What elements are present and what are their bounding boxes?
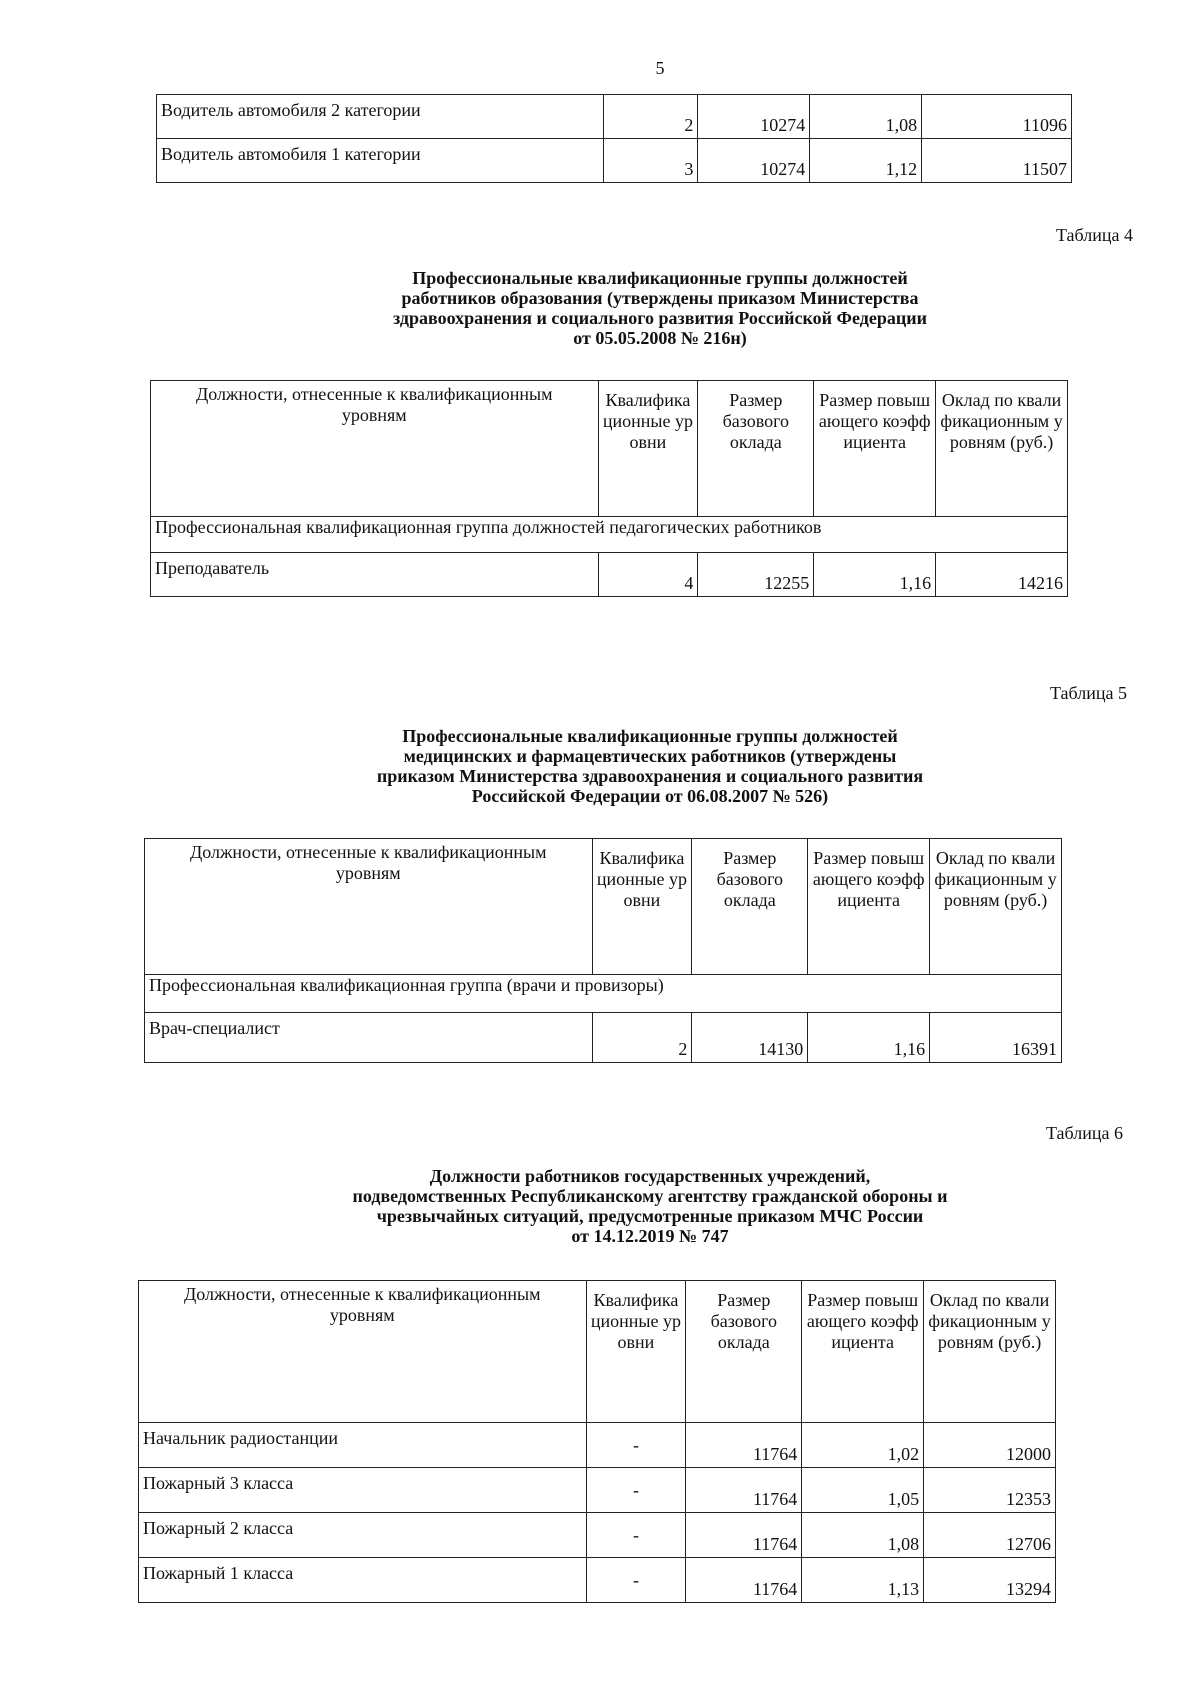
title-line: Российской Федерации от 06.08.2007 № 526) [471,786,829,806]
position-cell: Начальник радиостанции [139,1423,587,1468]
title-line: медицинских и фармацевтических работников (утверждены [403,746,897,766]
position-cell: Врач-специалист [145,1013,593,1063]
base-cell: 11764 [686,1423,802,1468]
title-line: здравоохранения и социального развития Российской Федерации [393,308,927,328]
coef-cell: 1,16 [808,1013,930,1063]
table-row [139,1558,1056,1603]
level-cell: - [586,1558,686,1603]
table6-title [280,1166,1020,1246]
level-cell: 2 [592,1013,692,1063]
title-line: Профессиональные квалификационные группы должностей [412,268,908,288]
base-cell: 10274 [698,139,810,183]
level-cell: 2 [604,95,698,139]
table5-title [290,726,1010,806]
table5-label: Таблица 5 [1050,683,1127,703]
group-row [145,975,1062,1013]
coef-cell: 1,08 [802,1513,924,1558]
table4-title [300,268,1020,348]
salary-cell: 14216 [936,553,1068,597]
salary-cell: 11507 [922,139,1072,183]
coef-cell: 1,05 [802,1468,924,1513]
group-cell: Профессиональная квалификационная группа должностей педагогических работников [151,517,1068,553]
position-cell: Преподаватель [151,553,599,597]
group-cell: Профессиональная квалификационная группа (врачи и провизоры) [145,975,1062,1013]
title-line: приказом Министерства здравоохранения и социального развития [376,766,924,786]
salary-cell: 13294 [924,1558,1056,1603]
header-position: Должности, отнесенные к квалификационным уровням [139,1281,587,1423]
header-base: Размер базового оклада [692,839,808,975]
continued-table [156,94,1072,183]
base-cell: 11764 [686,1468,802,1513]
title-line: от 05.05.2008 № 216н) [573,328,747,348]
header-row [151,381,1068,517]
position-cell: Водитель автомобиля 2 категории [157,95,604,139]
table6-label: Таблица 6 [1046,1123,1123,1143]
coef-cell: 1,16 [814,553,936,597]
base-cell: 11764 [686,1558,802,1603]
title-line: Должности работников государственных учреждений, [429,1166,871,1186]
salary-cell: 12353 [924,1468,1056,1513]
header-position: Должности, отнесенные к квалификационным уровням [145,839,593,975]
header-salary: Оклад по квалификационным уровням (руб.) [936,381,1068,517]
title-line: от 14.12.2019 № 747 [571,1226,729,1246]
coef-cell: 1,02 [802,1423,924,1468]
position-cell: Пожарный 1 класса [139,1558,587,1603]
position-cell: Пожарный 3 класса [139,1468,587,1513]
salary-cell: 12706 [924,1513,1056,1558]
level-cell: - [586,1513,686,1558]
table5 [144,838,1062,1063]
position-cell: Пожарный 2 класса [139,1513,587,1558]
salary-cell: 11096 [922,95,1072,139]
header-coef: Размер повышающего коэффициента [814,381,936,517]
salary-cell: 16391 [930,1013,1062,1063]
table4-label: Таблица 4 [1056,225,1133,245]
header-coef: Размер повышающего коэффициента [802,1281,924,1423]
header-level: Квалификационные уровни [586,1281,686,1423]
header-position: Должности, отнесенные к квалификационным уровням [151,381,599,517]
page-number: 5 [655,58,665,78]
coef-cell: 1,13 [802,1558,924,1603]
header-salary: Оклад по квалификационным уровням (руб.) [930,839,1062,975]
header-coef: Размер повышающего коэффициента [808,839,930,975]
title-line: Профессиональные квалификационные группы должностей [402,726,898,746]
level-cell: - [586,1468,686,1513]
position-cell: Водитель автомобиля 1 категории [157,139,604,183]
title-line: работников образования (утверждены приказом Министерства [401,288,919,308]
group-row [151,517,1068,553]
header-base: Размер базового оклада [686,1281,802,1423]
table-row [139,1513,1056,1558]
table4 [150,380,1068,597]
table-row [139,1423,1056,1468]
base-cell: 11764 [686,1513,802,1558]
level-cell: 4 [598,553,698,597]
header-row [145,839,1062,975]
table-row [157,95,1072,139]
base-cell: 10274 [698,95,810,139]
title-line: подведомственных Республиканскому агентству гражданской обороны и [352,1186,948,1206]
table6 [138,1280,1056,1603]
header-level: Квалификационные уровни [598,381,698,517]
coef-cell: 1,08 [810,95,922,139]
header-base: Размер базового оклада [698,381,814,517]
header-row [139,1281,1056,1423]
table-row [139,1468,1056,1513]
title-line: чрезвычайных ситуаций, предусмотренные приказом МЧС России [376,1206,924,1226]
base-cell: 12255 [698,553,814,597]
level-cell: 3 [604,139,698,183]
salary-cell: 12000 [924,1423,1056,1468]
table-row [145,1013,1062,1063]
level-cell: - [586,1423,686,1468]
base-cell: 14130 [692,1013,808,1063]
table-row [157,139,1072,183]
header-level: Квалификационные уровни [592,839,692,975]
header-salary: Оклад по квалификационным уровням (руб.) [924,1281,1056,1423]
table-row [151,553,1068,597]
coef-cell: 1,12 [810,139,922,183]
